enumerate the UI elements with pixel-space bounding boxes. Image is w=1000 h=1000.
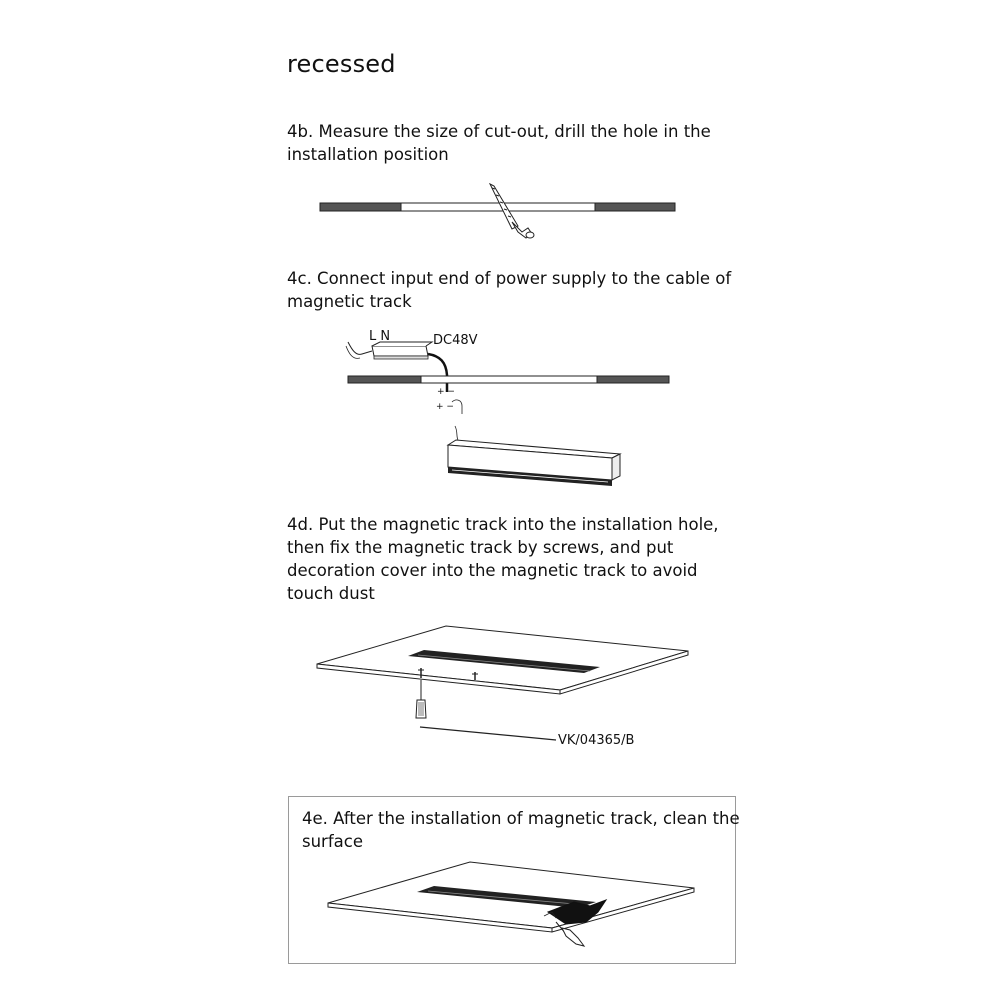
step-4b-text: 4b. Measure the size of cut-out, drill the hole in the installation position: [287, 122, 711, 164]
cutout-diagram: [320, 203, 675, 211]
wiring-diagram: [346, 329, 669, 486]
screwdriver-icon: [416, 680, 426, 718]
mounting-diagram: [317, 626, 688, 748]
polarity-top: + −: [437, 387, 455, 397]
dc48v-label: DC48V: [433, 333, 478, 348]
step-4c-text: 4c. Connect input end of power supply to the cable of magnetic track: [287, 269, 732, 311]
cleaning-diagram: [328, 862, 694, 946]
ln-label: L N: [369, 329, 391, 344]
step-4d-text: 4d. Put the magnetic track into the installation hole, then fix the magnetic track by screws, and put decoration cover into the magnetic track to avoid touch dust: [287, 515, 719, 603]
part-code-label: VK/04365/B: [558, 733, 635, 748]
magnetic-track-icon: [448, 440, 620, 486]
page-title: recessed: [287, 50, 396, 78]
power-supply-icon: [372, 342, 432, 359]
step-4e-text: 4e. After the installation of magnetic track, clean the surface: [302, 809, 740, 851]
polarity-bottom: + −: [436, 402, 454, 412]
